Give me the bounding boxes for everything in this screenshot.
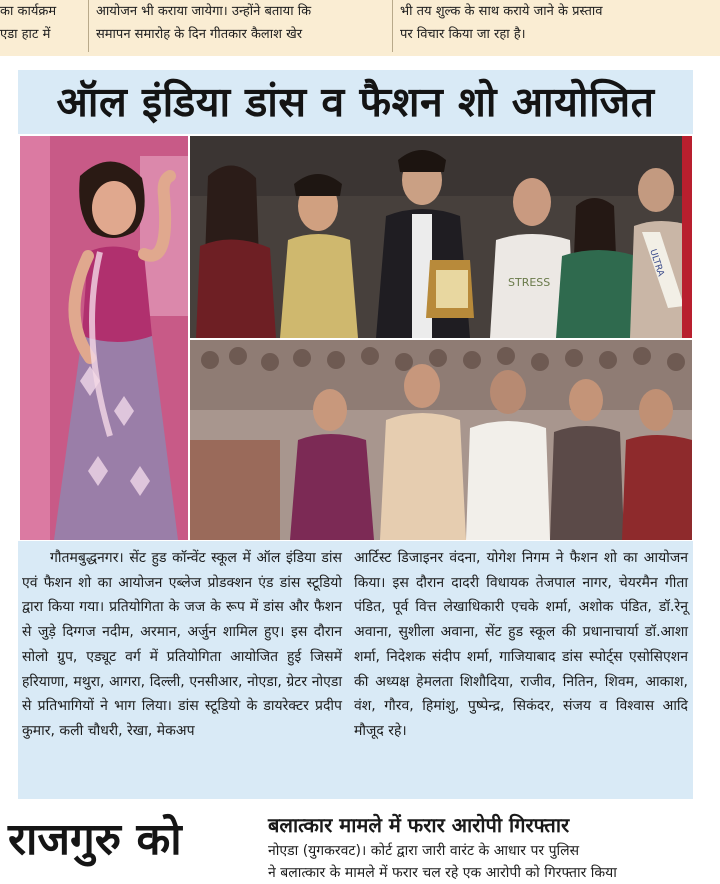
- previous-article-line: आयोजन भी कराया जायेगा। उन्होंने बताया कि: [96, 4, 312, 19]
- previous-article-col-1: [0, 0, 80, 56]
- dancer-illustration: [20, 136, 188, 540]
- previous-article-line: एडा हाट में: [0, 27, 51, 42]
- previous-article-line: का कार्यक्रम: [0, 4, 57, 19]
- side-article-headline: राजगुरु को: [8, 814, 182, 865]
- audience-illustration: [190, 340, 692, 540]
- article-body-right: आर्टिस्ट डिजाइनर वंदना, योगेश निगम ने फैशन शो का आयोजन किया। इस दौरान दादरी विधायक तेजपाल नागर, चेयरमैन गीता पंडित, पूर्व वित्त लेखाधिकारी एचके शर्मा, अशोक पंडित, डॉ.रेनू अवाना, सुशीला अवाना, सेंट हुड स्कूल की प्रधानाचार्या डॉ.आशा शर्मा, निदेशक संदीप शर्मा, गाजियाबाद डांस स्पोर्ट्स एसोसिएशन की अध्यक्ष हेमलता शिशौदिया, राजीव, नितिन, शिवम, आकाश, वंश, गौरव, हिमांशु, पुष्पेन्द्र, सिकंदर, संजय व विश्वास आदि मौजूद रहे।: [354, 550, 688, 739]
- previous-article-col-2: [96, 0, 386, 56]
- previous-article-line: भी तय शुल्क के साथ कराये जाने के प्रस्ताव: [400, 4, 603, 19]
- award-ceremony-illustration: [190, 136, 692, 338]
- article-headline: ऑल इंडिया डांस व फैशन शो आयोजित: [56, 78, 655, 126]
- tshirt-print-text: STRESS: [508, 276, 551, 289]
- news2-headline: बलात्कार मामले में फरार आरोपी गिरफ्तार: [268, 813, 570, 837]
- previous-article-col-3: [400, 0, 700, 56]
- headline-band: [18, 70, 693, 134]
- column-divider: [88, 0, 89, 52]
- article-body-left: गौतमबुद्धनगर। सेंट हुड कॉन्वेंट स्कूल में ऑल इंडिया डांस एवं फैशन शो का आयोजन एब्लेज प्रोडक्शन एंड डांस स्टूडियो द्वारा किया गया। प्रतियोगिता के जज के रूप में डांस और फैशन से जुड़े दिग्गज नदीम, अरमान, अर्जुन शामिल हुए। इस दौरान सोलो ग्रुप, एड्यूट वर्ग में प्रतियोगिता आयोजित हुई जिसमें हरियाणा, मथुरा, आगरा, दिल्ली, एनसीआर, नोएडा, ग्रेटर नोएडा से प्रतिभागियों ने भाग लिया। डांस स्टूडियो के डायरेक्टर प्रदीप कुमार, कली चौधरी, रेखा, मेकअप: [22, 550, 342, 739]
- news2-cut-line: ने बलात्कार के मामले में फरार चल रहे एक आरोपी को गिरफ्तार किया: [268, 865, 617, 881]
- photo-award-ceremony: [190, 136, 692, 338]
- sash-text: ULTRA: [647, 248, 666, 278]
- photo-audience: [190, 340, 692, 540]
- column-divider: [392, 0, 393, 52]
- news2-body: नोएडा (युगकरवट)। कोर्ट द्वारा जारी वारंट के आधार पर पुलिस: [268, 843, 580, 859]
- previous-article-line: पर विचार किया जा रहा है।: [400, 27, 526, 42]
- photo-dancer: [20, 136, 188, 540]
- previous-article-line: समापन समारोह के दिन गीतकार कैलाश खेर: [96, 27, 303, 42]
